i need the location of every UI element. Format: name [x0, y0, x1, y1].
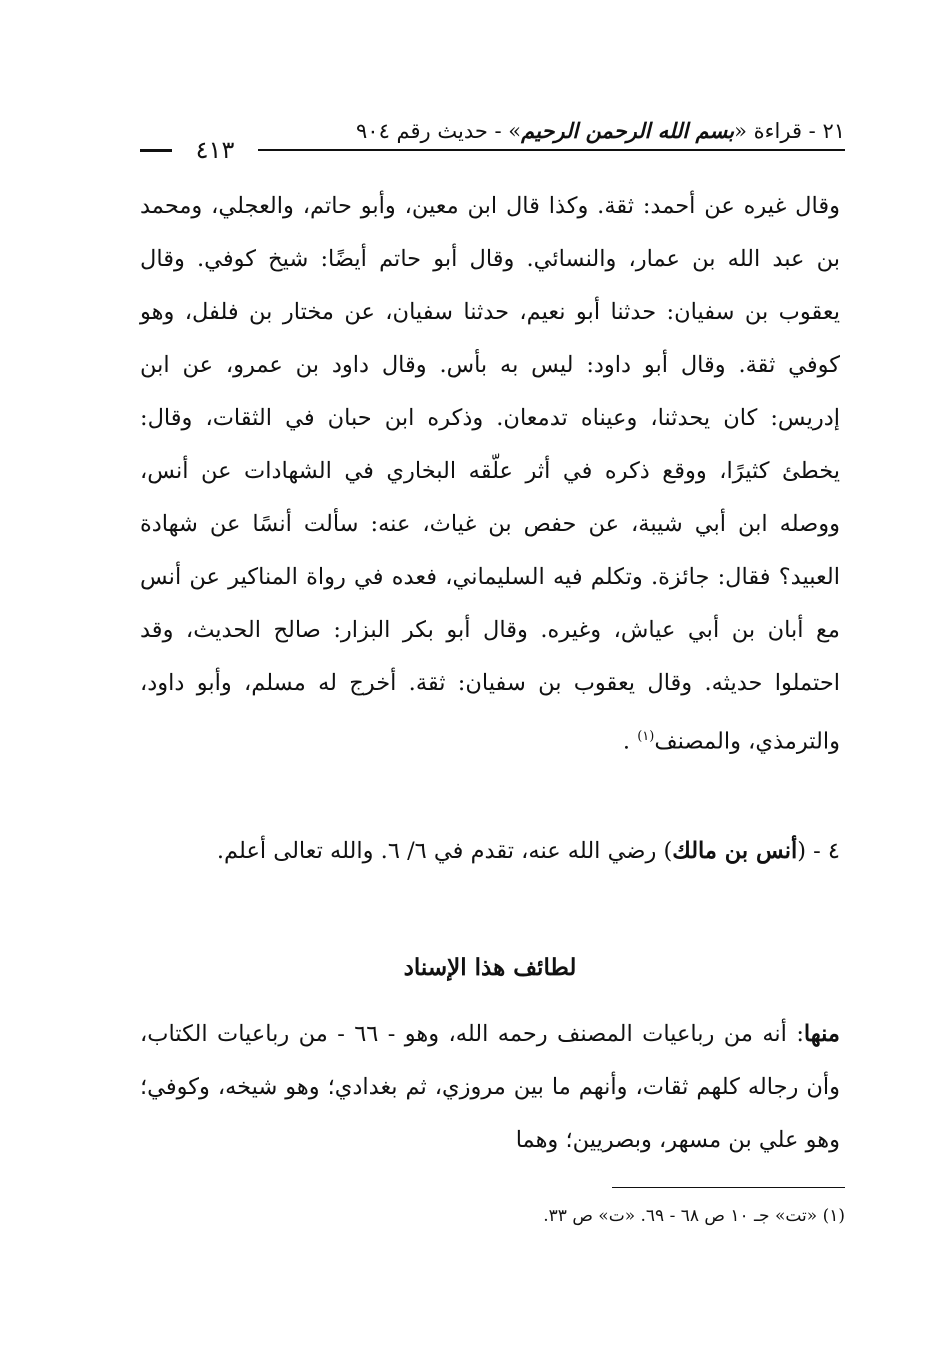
header-title-suffix: » - حديث رقم ٩٠٤	[356, 119, 522, 143]
running-header	[140, 116, 845, 164]
subtleties-paragraph	[140, 1008, 840, 1167]
narrator-name: أنس بن مالك	[672, 838, 798, 864]
subtleties-text: : أنه من رباعيات المصنف رحمه الله، وهو - ٦٦ - من رباعيات الكتاب، وأن رجاله كلهم ثقات، وأنهم ما بين مروزي، ثم بغدادي؛ وهو شيخه، وكوفي؛ وهو علي بن مسهر، وبصريين؛ وهما	[140, 1021, 840, 1153]
item-number: ٤ - (	[797, 838, 840, 864]
page-number-dash	[140, 149, 172, 152]
main-paragraph	[140, 180, 840, 769]
header-title-prefix: ٢١ - قراءة «	[734, 119, 845, 143]
footnote-marker: (١)	[637, 729, 655, 744]
header-title-basmala: بسم الله الرحمن الرحيم	[521, 118, 735, 143]
narrator-item-4	[140, 825, 840, 878]
page-number: ٤١٣	[195, 136, 235, 164]
header-rule	[258, 149, 845, 151]
footnote-rule	[612, 1187, 845, 1188]
footnote: (١) «تت» جـ ١٠ ص ٦٨ - ٦٩. «ت» ص ٣٣.	[543, 1206, 845, 1226]
header-title	[356, 116, 845, 146]
item-text: ) رضي الله عنه، تقدم في ٦/ ٦. والله تعالى أعلم.	[216, 838, 673, 864]
subtleties-lead: منها	[803, 1021, 840, 1047]
paragraph-end: .	[622, 728, 638, 755]
section-heading: لطائف هذا الإسناد	[403, 954, 577, 981]
paragraph-text: وقال غيره عن أحمد: ثقة. وكذا قال ابن معين، وأبو حاتم، والعجلي، ومحمد بن عبد الله بن عمار، والنسائي. وقال أبو حاتم أيضًا: شيخ كوفي. وقال يعقوب بن سفيان: حدثنا أبو نعيم، حدثنا سفيان، عن مختار بن فلفل، وهو كوفي ثقة. وقال أبو داود: ليس به بأس. وقال داود بن عمرو، عن ابن إدريس: كان يحدثنا، وعيناه تدمعان. وذكره ابن حبان في الثقات، وقال: يخطئ كثيرًا، ووقع ذكره في أثر علّقه البخاري في الشهادات عن أنس، ووصله ابن أبي شيبة، عن حفص بن غياث، عنه: سألت أنسًا عن شهادة العبيد؟ فقال: جائزة. وتكلم فيه السليماني، فعده في رواة المناكير عن أنس مع أبان بن أبي عياش، وغيره. وقال أبو بكر البزار: صالح الحديث، وقد احتملوا حديثه. وقال يعقوب بن سفيان: ثقة. أخرج له مسلم، وأبو داود، والترمذي، والمصنف	[140, 193, 840, 755]
